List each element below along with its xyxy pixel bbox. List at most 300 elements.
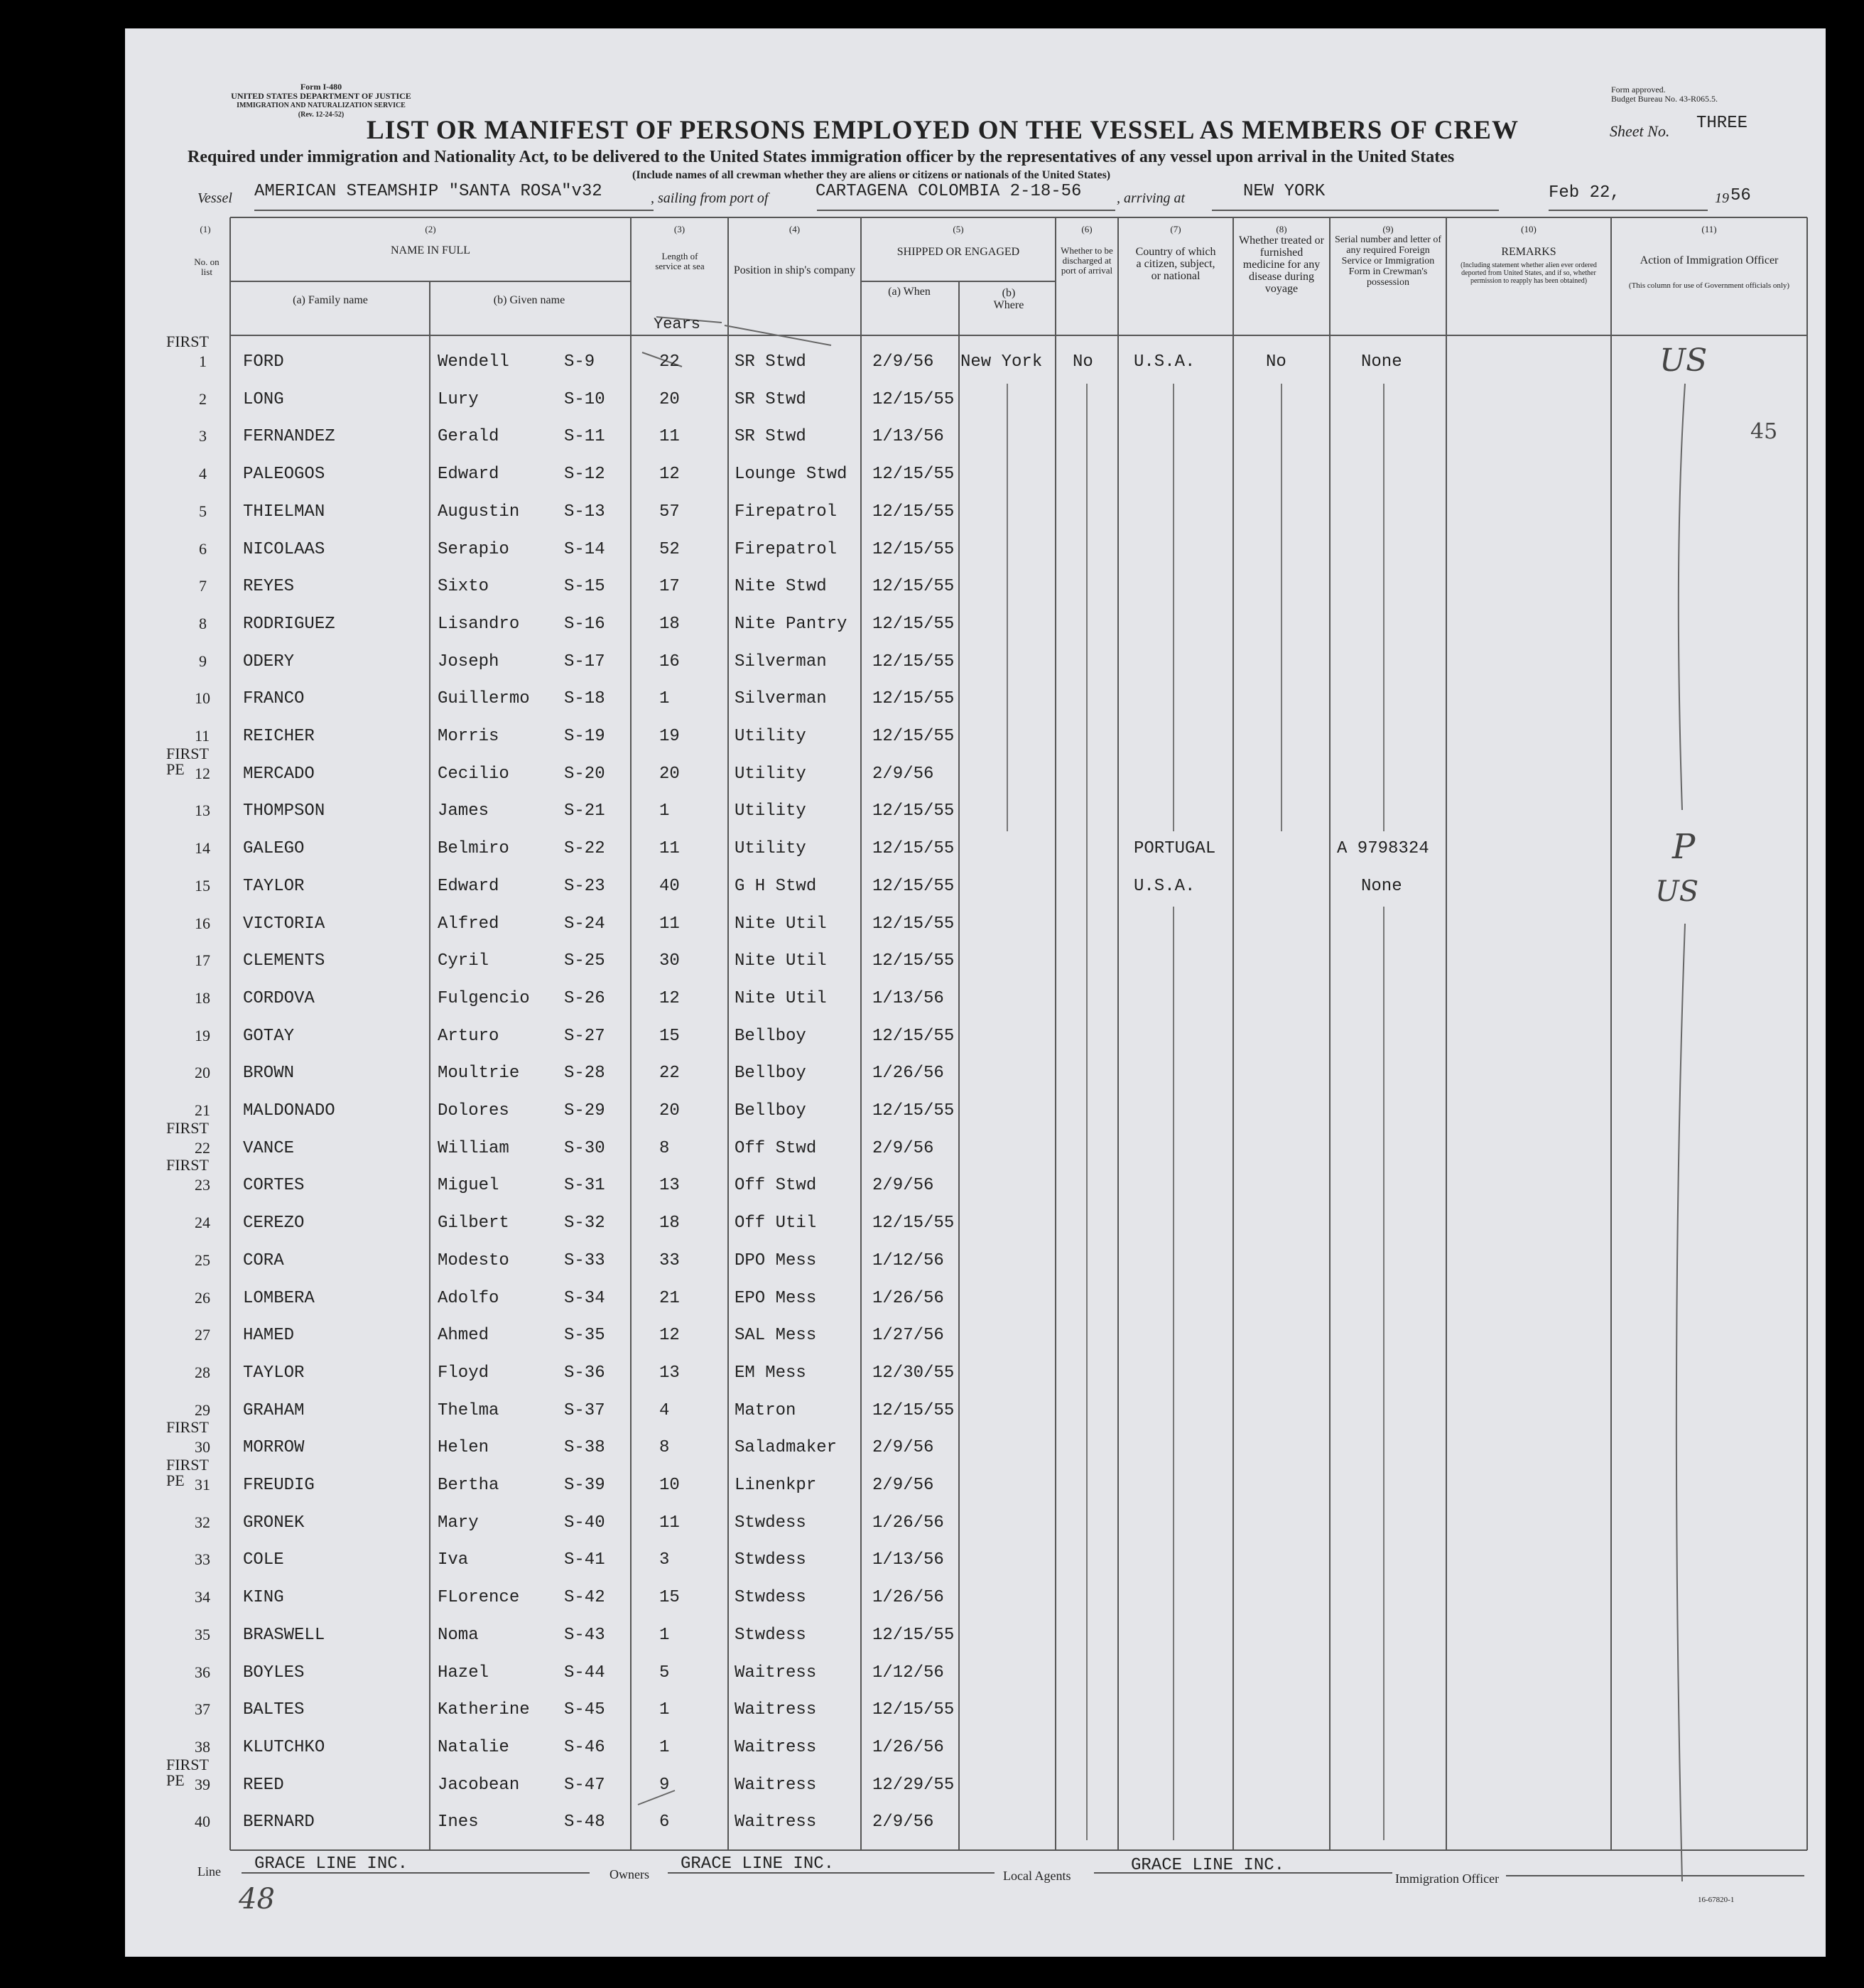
shipped-when: 2/9/56 (872, 1813, 934, 1832)
shipped-when: 1/26/56 (872, 1588, 944, 1607)
discharged: No (1073, 352, 1093, 372)
position: Off Stwd (735, 1139, 817, 1158)
family-name: LONG (243, 390, 284, 409)
col-5b-header: (b) Where (993, 287, 1024, 311)
shipped-when: 12/15/55 (872, 502, 955, 522)
family-name: CORTES (243, 1176, 305, 1195)
given-name: Fulgencio (438, 989, 530, 1008)
crew-serial: S-45 (564, 1700, 605, 1719)
crew-serial: S-42 (564, 1588, 605, 1607)
crew-serial: S-46 (564, 1738, 605, 1757)
given-name: Arturo (438, 1027, 499, 1046)
row-number: 1 (199, 352, 207, 370)
service-years: 8 (659, 1139, 670, 1158)
family-name: CEREZO (243, 1214, 305, 1233)
row-number: 7 (199, 577, 207, 595)
col-10-header: REMARKS (1501, 246, 1556, 258)
row-number: 34 (195, 1588, 210, 1606)
row-number: 19 (195, 1027, 210, 1044)
position: Utility (735, 765, 806, 784)
sheet-label: Sheet No. (1610, 122, 1670, 140)
sailing-from: CARTAGENA COLOMBIA 2-18-56 (816, 182, 1082, 201)
position: EM Mess (735, 1363, 806, 1383)
family-name: MALDONADO (243, 1101, 335, 1120)
position: Nite Util (735, 914, 827, 934)
row-number: 13 (195, 801, 210, 819)
family-name: CORDOVA (243, 989, 315, 1008)
shipped-when: 2/9/56 (872, 1438, 934, 1457)
family-name: GOTAY (243, 1027, 295, 1046)
shipped-when: 2/9/56 (872, 352, 934, 372)
first-mark: FIRST (166, 333, 209, 350)
service: IMMIGRATION AND NATURALIZATION SERVICE (237, 102, 406, 109)
service-years: 15 (659, 1027, 680, 1046)
shipped-when: 12/15/55 (872, 1214, 955, 1233)
crew-serial: S-20 (564, 765, 605, 784)
shipped-when: 1/26/56 (872, 1738, 944, 1757)
position: Waitress (735, 1700, 817, 1719)
agents-value: GRACE LINE INC. (1131, 1856, 1285, 1875)
agents-label: Local Agents (1003, 1869, 1071, 1883)
shipped-when: 12/29/55 (872, 1776, 955, 1795)
year: 56 (1730, 186, 1751, 205)
officer-note: US (1655, 875, 1699, 908)
row-number: 8 (199, 615, 207, 632)
row-number: 4 (199, 465, 207, 482)
position: Waitress (735, 1813, 817, 1832)
form-number: Form I-480 (300, 82, 342, 92)
row-number: 2 (199, 390, 207, 408)
given-name: Thelma (438, 1401, 499, 1420)
service-years: 13 (659, 1176, 680, 1195)
row-number: 23 (195, 1176, 210, 1194)
shipped-when: 12/15/55 (872, 914, 955, 934)
row-number: 16 (195, 914, 210, 932)
family-name: FREUDIG (243, 1476, 315, 1495)
col-9-number: (9) (1382, 224, 1394, 234)
service-years: 6 (659, 1813, 670, 1832)
given-name: Miguel (438, 1176, 499, 1195)
given-name: Hazel (438, 1663, 489, 1682)
shipped-when: 12/30/55 (872, 1363, 955, 1383)
family-name: REYES (243, 577, 295, 596)
row-number: 26 (195, 1289, 210, 1307)
crew-serial: S-15 (564, 577, 605, 596)
col-1-header: No. on list (194, 256, 220, 277)
crew-serial: S-14 (564, 540, 605, 559)
first-mark: FIRST (166, 1119, 209, 1137)
given-name: Augustin (438, 502, 520, 522)
shipped-when: 2/9/56 (872, 765, 934, 784)
position: Silverman (735, 652, 827, 671)
citizenship: U.S.A. (1134, 352, 1196, 372)
family-name: MORROW (243, 1438, 305, 1457)
crew-serial: S-21 (564, 801, 605, 821)
officer-note: US (1659, 342, 1708, 379)
position: Off Util (735, 1214, 817, 1233)
row-number: 11 (195, 727, 210, 745)
given-name: Floyd (438, 1363, 489, 1383)
position: Stwdess (735, 1626, 806, 1645)
form-number: A 9798324 (1337, 839, 1429, 858)
position: DPO Mess (735, 1251, 817, 1270)
given-name: Moultrie (438, 1064, 520, 1083)
service-years: 30 (659, 951, 680, 971)
service-years: 1 (659, 1738, 670, 1757)
given-name: Lury (438, 390, 479, 409)
crew-serial: S-25 (564, 951, 605, 971)
position: Linenkpr (735, 1476, 817, 1495)
col-2b-header: (b) Given name (493, 294, 565, 306)
given-name: Edward (438, 877, 499, 896)
vessel-label: Vessel (197, 190, 232, 206)
position: Lounge Stwd (735, 465, 847, 484)
given-name: Gilbert (438, 1214, 509, 1233)
service-years: 5 (659, 1663, 670, 1682)
department: UNITED STATES DEPARTMENT OF JUSTICE (231, 91, 411, 101)
family-name: MERCADO (243, 765, 315, 784)
shipped-when: 2/9/56 (872, 1476, 934, 1495)
service-years: 20 (659, 390, 680, 409)
crew-serial: S-35 (564, 1326, 605, 1345)
position: SR Stwd (735, 390, 806, 409)
service-years: 21 (659, 1289, 680, 1308)
crew-serial: S-11 (564, 427, 605, 446)
form-approved: Form approved. (1611, 85, 1666, 94)
service-years: 8 (659, 1438, 670, 1457)
given-name: Noma (438, 1626, 479, 1645)
family-name: RODRIGUEZ (243, 615, 335, 634)
col-3-header: Length of service at sea (655, 251, 705, 271)
position: Bellboy (735, 1027, 806, 1046)
row-number: 6 (199, 540, 207, 558)
given-name: James (438, 801, 489, 821)
position: Utility (735, 727, 806, 746)
crew-serial: S-13 (564, 502, 605, 522)
given-name: Katherine (438, 1700, 530, 1719)
officer-label: Immigration Officer (1395, 1871, 1500, 1886)
service-years: 12 (659, 989, 680, 1008)
given-name: Mary (438, 1513, 479, 1533)
col-11-note: (This column for use of Government officials only) (1628, 281, 1790, 290)
shipped-when: 2/9/56 (872, 1176, 934, 1195)
position: Stwdess (735, 1513, 806, 1533)
given-name: Ines (438, 1813, 479, 1832)
crew-serial: S-27 (564, 1027, 605, 1046)
col-1-number: (1) (200, 224, 211, 234)
form-number: None (1361, 352, 1402, 372)
col-6-number: (6) (1081, 224, 1093, 234)
family-name: BROWN (243, 1064, 295, 1083)
service-years: 11 (659, 427, 680, 446)
line-value: GRACE LINE INC. (254, 1854, 408, 1874)
first-mark: FIRST PE (166, 1456, 209, 1489)
col-4-header: Position in ship's company (733, 264, 856, 276)
service-years: 1 (659, 1626, 670, 1645)
row-number: 31 (195, 1476, 210, 1493)
arrival-date: Feb 22, (1549, 183, 1620, 202)
family-name: NICOLAAS (243, 540, 325, 559)
family-name: CLEMENTS (243, 951, 325, 971)
crew-serial: S-37 (564, 1401, 605, 1420)
row-number: 22 (195, 1139, 210, 1157)
crew-serial: S-48 (564, 1813, 605, 1832)
service-years: 1 (659, 689, 670, 708)
family-name: KING (243, 1588, 284, 1607)
col-2-number: (2) (425, 224, 436, 234)
family-name: TAYLOR (243, 877, 305, 896)
shipped-when: 12/15/55 (872, 1027, 955, 1046)
given-name: Wendell (438, 352, 509, 372)
shipped-when: 1/26/56 (872, 1289, 944, 1308)
service-years: 22 (659, 1064, 680, 1083)
col-5-number: (5) (953, 224, 964, 234)
given-name: Ahmed (438, 1326, 489, 1345)
row-number: 9 (199, 652, 207, 670)
family-name: LOMBERA (243, 1289, 315, 1308)
given-name: Modesto (438, 1251, 509, 1270)
service-years: 18 (659, 615, 680, 634)
service-years: 20 (659, 1101, 680, 1120)
treated: No (1266, 352, 1286, 372)
shipped-when: 12/15/55 (872, 839, 955, 858)
position: EPO Mess (735, 1289, 817, 1308)
family-name: BERNARD (243, 1813, 315, 1832)
position: Bellboy (735, 1101, 806, 1120)
crew-serial: S-26 (564, 989, 605, 1008)
shipped-when: 1/13/56 (872, 427, 944, 446)
service-years: 13 (659, 1363, 680, 1383)
crew-serial: S-39 (564, 1476, 605, 1495)
position: Utility (735, 801, 806, 821)
page-title: LIST OR MANIFEST OF PERSONS EMPLOYED ON THE VESSEL AS MEMBERS OF CREW (367, 116, 1519, 145)
budget-bureau: Budget Bureau No. 43-R065.5. (1611, 94, 1718, 104)
shipped-when: 12/15/55 (872, 1626, 955, 1645)
position: Waitress (735, 1776, 817, 1795)
row-number: 25 (195, 1251, 210, 1269)
shipped-when: 1/13/56 (872, 1550, 944, 1570)
position: Waitress (735, 1663, 817, 1682)
position: Firepatrol (735, 540, 838, 559)
crew-serial: S-44 (564, 1663, 605, 1682)
position: Nite Util (735, 951, 827, 971)
col-2a-header: (a) Family name (293, 294, 368, 306)
crew-serial: S-16 (564, 615, 605, 634)
row-number: 39 (195, 1776, 210, 1793)
crew-serial: S-17 (564, 652, 605, 671)
service-years: 1 (659, 801, 670, 821)
row-number: 20 (195, 1064, 210, 1081)
position: Waitress (735, 1738, 817, 1757)
first-mark: FIRST (166, 1418, 209, 1436)
service-years: 12 (659, 465, 680, 484)
crew-serial: S-47 (564, 1776, 605, 1795)
revision: (Rev. 12-24-52) (298, 111, 345, 119)
col-10-number: (10) (1521, 224, 1537, 234)
vessel-name: AMERICAN STEAMSHIP "SANTA ROSA"v32 (254, 182, 602, 201)
family-name: FORD (243, 352, 284, 372)
position: Matron (735, 1401, 796, 1420)
given-name: Adolfo (438, 1289, 499, 1308)
position: Saladmaker (735, 1438, 838, 1457)
position: SR Stwd (735, 427, 806, 446)
family-name: KLUTCHKO (243, 1738, 325, 1757)
arriving-label: , arriving at (1117, 190, 1186, 206)
col-11-number: (11) (1701, 224, 1717, 234)
row-number: 21 (195, 1101, 210, 1119)
shipped-when: 12/15/55 (872, 689, 955, 708)
position: Utility (735, 839, 806, 858)
family-name: REED (243, 1776, 284, 1795)
crew-serial: S-34 (564, 1289, 605, 1308)
given-name: Alfred (438, 914, 499, 934)
family-name: CORA (243, 1251, 284, 1270)
col-10-note: (Including statement whether alien ever ordered deported from United States, and if so, whether permission to reapply has been obtained) (1461, 261, 1597, 285)
crew-serial: S-30 (564, 1139, 605, 1158)
given-name: Helen (438, 1438, 489, 1457)
service-years: 19 (659, 727, 680, 746)
position: Bellboy (735, 1064, 806, 1083)
given-name: FLorence (438, 1588, 520, 1607)
shipped-when: 12/15/55 (872, 465, 955, 484)
given-name: Dolores (438, 1101, 509, 1120)
crew-serial: S-9 (564, 352, 595, 372)
year-prefix: 19 (1715, 190, 1729, 206)
family-name: THOMPSON (243, 801, 325, 821)
row-number: 3 (199, 427, 207, 445)
shipped-when: 12/15/55 (872, 1401, 955, 1420)
service-years: 22 (659, 352, 680, 372)
crew-serial: S-10 (564, 390, 605, 409)
col-7-number: (7) (1170, 224, 1181, 234)
family-name: TAYLOR (243, 1363, 305, 1383)
shipped-when: 12/15/55 (872, 877, 955, 896)
row-number: 24 (195, 1214, 210, 1231)
shipped-when: 12/15/55 (872, 615, 955, 634)
row-number: 29 (195, 1401, 210, 1419)
crew-serial: S-23 (564, 877, 605, 896)
family-name: PALEOGOS (243, 465, 325, 484)
family-name: ODERY (243, 652, 295, 671)
position: Stwdess (735, 1550, 806, 1570)
family-name: HAMED (243, 1326, 295, 1345)
service-years: 40 (659, 877, 680, 896)
crew-serial: S-41 (564, 1550, 605, 1570)
family-name: THIELMAN (243, 502, 325, 522)
given-name: Sixto (438, 577, 489, 596)
given-name: Natalie (438, 1738, 509, 1757)
given-name: Cecilio (438, 765, 509, 784)
shipped-when: 1/27/56 (872, 1326, 944, 1345)
owners-label: Owners (609, 1867, 649, 1881)
family-name: VICTORIA (243, 914, 325, 934)
first-mark: FIRST PE (166, 1756, 209, 1789)
col-8-number: (8) (1276, 224, 1287, 234)
col-6-header: Whether to be discharged at port of arrival (1061, 245, 1113, 276)
service-years: 11 (659, 839, 680, 858)
service-years: 18 (659, 1214, 680, 1233)
given-name: Lisandro (438, 615, 520, 634)
given-name: Guillermo (438, 689, 530, 708)
shipped-when: 12/15/55 (872, 577, 955, 596)
shipped-where: New York (960, 352, 1043, 372)
crew-serial: S-28 (564, 1064, 605, 1083)
service-years: 11 (659, 914, 680, 934)
col-4-number: (4) (789, 224, 801, 234)
shipped-when: 12/15/55 (872, 652, 955, 671)
crew-serial: S-12 (564, 465, 605, 484)
family-name: GRAHAM (243, 1401, 305, 1420)
family-name: FERNANDEZ (243, 427, 335, 446)
shipped-when: 1/26/56 (872, 1064, 944, 1083)
service-years: 4 (659, 1401, 670, 1420)
family-name: FRANCO (243, 689, 305, 708)
position: Nite Pantry (735, 615, 847, 634)
row-number: 28 (195, 1363, 210, 1381)
position: SR Stwd (735, 352, 806, 372)
given-name: Jacobean (438, 1776, 520, 1795)
row-number: 38 (195, 1738, 210, 1756)
citizenship: PORTUGAL (1134, 839, 1216, 858)
position: Nite Util (735, 989, 827, 1008)
first-mark: FIRST (166, 1156, 209, 1174)
service-years: 52 (659, 540, 680, 559)
given-name: Morris (438, 727, 499, 746)
subnote: (Include names of all crewman whether they are aliens or citizens or nationals of the United States) (632, 169, 1111, 181)
service-years: 12 (659, 1326, 680, 1345)
crew-serial: S-18 (564, 689, 605, 708)
position: Stwdess (735, 1588, 806, 1607)
crew-serial: S-19 (564, 727, 605, 746)
row-number: 36 (195, 1663, 210, 1681)
col-5a-header: (a) When (888, 286, 931, 298)
officer-initials: P (1672, 827, 1696, 867)
col-11-header: Action of Immigration Officer (1640, 254, 1779, 266)
shipped-when: 12/15/55 (872, 951, 955, 971)
crew-serial: S-31 (564, 1176, 605, 1195)
sheet-number: THREE (1696, 114, 1748, 133)
shipped-when: 2/9/56 (872, 1139, 934, 1158)
shipped-when: 12/15/55 (872, 1700, 955, 1719)
position: Silverman (735, 689, 827, 708)
col-5-header: SHIPPED OR ENGAGED (896, 246, 1020, 258)
row-number: 32 (195, 1513, 210, 1531)
years-label: Years (654, 315, 701, 333)
print-code: 16-67820-1 (1698, 1896, 1735, 1904)
service-years: 11 (659, 1513, 680, 1533)
family-name: GRONEK (243, 1513, 305, 1533)
row-number: 14 (195, 839, 210, 857)
shipped-when: 12/15/55 (872, 727, 955, 746)
shipped-when: 1/12/56 (872, 1663, 944, 1682)
first-mark: FIRST PE (166, 745, 209, 778)
service-years: 33 (659, 1251, 680, 1270)
col-3-number: (3) (673, 224, 686, 234)
shipped-when: 12/15/55 (872, 390, 955, 409)
row-number: 18 (195, 989, 210, 1007)
col-8-header: Whether treated or furnished medicine for any disease during voyage (1239, 234, 1324, 295)
row-number: 10 (195, 689, 210, 707)
family-name: GALEGO (243, 839, 305, 858)
given-name: William (438, 1139, 509, 1158)
service-years: 15 (659, 1588, 680, 1607)
col-9-header: Serial number and letter of any required Foreign Service or Immigration Form in Crewman's possession (1334, 234, 1442, 288)
crew-serial: S-40 (564, 1513, 605, 1533)
crew-serial: S-38 (564, 1438, 605, 1457)
crew-serial: S-29 (564, 1101, 605, 1120)
family-name: BRASWELL (243, 1626, 325, 1645)
crew-serial: S-33 (564, 1251, 605, 1270)
